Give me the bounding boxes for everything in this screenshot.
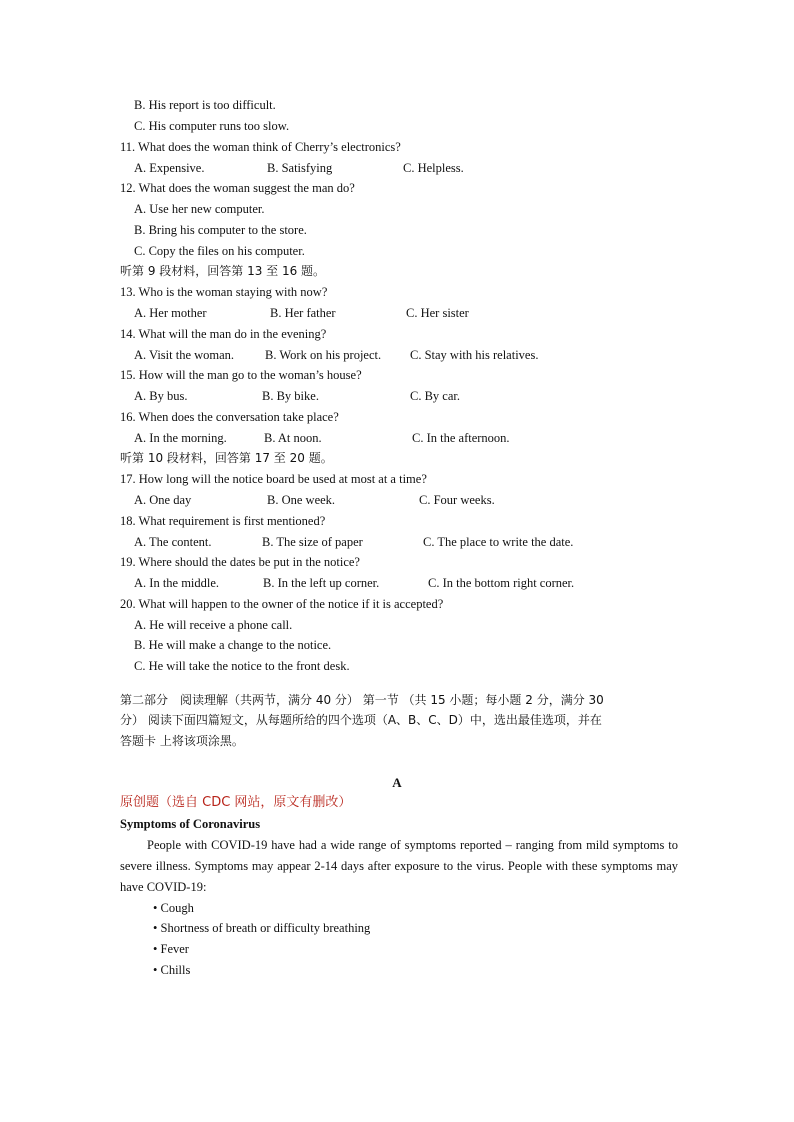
q12-option-a: A. Use her new computer. [134, 202, 265, 216]
q16-option-a: A. In the morning. [134, 431, 227, 445]
q19-option-a: A. In the middle. [134, 576, 220, 590]
question-17: 17. How long will the notice board be used at most at a time? [120, 472, 427, 486]
q20-option-c: C. He will take the notice to the front desk. [134, 659, 350, 673]
q14-option-b: B. Work on his project. [265, 348, 382, 362]
q15-option-b: B. By bike. [262, 389, 319, 403]
q14-option-a: A. Visit the woman. [134, 348, 235, 362]
q13-option-b: B. Her father [270, 306, 336, 320]
part2-instruction-line3: 答题卡 上将该项涂黑。 [120, 734, 244, 748]
q19-option-b: B. In the left up corner. [263, 576, 380, 590]
question-11: 11. What does the woman think of Cherry’s electronics? [120, 140, 401, 154]
part2-instruction-line1: 第二部分 阅读理解（共两节，满分 40 分） 第一节 （共 15 小题；每小题 2 分，满分 30 [120, 693, 604, 707]
q18-option-c: C. The place to write the date. [423, 535, 574, 549]
q18-option-b: B. The size of paper [262, 535, 363, 549]
question-14: 14. What will the man do in the evening? [120, 327, 327, 341]
section-10-instruction: 听第 10 段材料，回答第 17 至 20 题。 [120, 451, 333, 465]
passage-letter: A [392, 775, 402, 790]
symptom-bullet: • Chills [153, 963, 191, 977]
q16-option-b: B. At noon. [264, 431, 322, 445]
q12-option-c: C. Copy the files on his computer. [134, 244, 305, 258]
q17-option-c: C. Four weeks. [419, 493, 495, 507]
symptom-bullet: • Cough [153, 901, 194, 915]
q16-option-c: C. In the afternoon. [412, 431, 510, 445]
section-9-instruction: 听第 9 段材料，回答第 13 至 16 题。 [120, 264, 326, 278]
q14-option-c: C. Stay with his relatives. [410, 348, 539, 362]
q12-option-b: B. Bring his computer to the store. [134, 223, 307, 237]
question-15: 15. How will the man go to the woman’s house? [120, 368, 362, 382]
q17-option-b: B. One week. [267, 493, 336, 507]
question-18: 18. What requirement is first mentioned? [120, 514, 326, 528]
q19-option-c: C. In the bottom right corner. [428, 576, 575, 590]
question-16: 16. When does the conversation take place? [120, 410, 339, 424]
question-12: 12. What does the woman suggest the man do? [120, 181, 355, 195]
q11-option-b: B. Satisfying [267, 161, 333, 175]
q20-option-b: B. He will make a change to the notice. [134, 638, 332, 652]
passage-paragraph: People with COVID-19 have had a wide range of symptoms reported – ranging from mild symptoms to severe illness. Symptoms may appear 2-14 days after exposure to the virus. People with these symptoms may have COVID-19: [120, 838, 678, 894]
q11-option-c: C. Helpless. [403, 161, 464, 175]
q13-option-a: A. Her mother [134, 306, 207, 320]
question-13: 13. Who is the woman staying with now? [120, 285, 328, 299]
q15-option-a: A. By bus. [134, 389, 188, 403]
part2-instruction-line2: 分） 阅读下面四篇短文，从每题所给的四个选项（A、B、C、D）中，选出最佳选项，并在 [120, 713, 602, 727]
symptom-bullet: • Shortness of breath or difficulty breathing [153, 921, 371, 935]
question-19: 19. Where should the dates be put in the notice? [120, 555, 360, 569]
passage-title: Symptoms of Coronavirus [120, 817, 261, 831]
q11-option-a: A. Expensive. [134, 161, 205, 175]
question-20: 20. What will happen to the owner of the notice if it is accepted? [120, 597, 444, 611]
q20-option-a: A. He will receive a phone call. [134, 618, 293, 632]
q15-option-c: C. By car. [410, 389, 460, 403]
q17-option-a: A. One day [134, 493, 192, 507]
q18-option-a: A. The content. [134, 535, 212, 549]
q13-option-c: C. Her sister [406, 306, 469, 320]
q10-option-c: C. His computer runs too slow. [134, 119, 290, 133]
q10-option-b: B. His report is too difficult. [134, 98, 276, 112]
passage-source: 原创题（选自 CDC 网站，原文有删改） [120, 795, 352, 810]
symptom-bullet: • Fever [153, 942, 189, 956]
